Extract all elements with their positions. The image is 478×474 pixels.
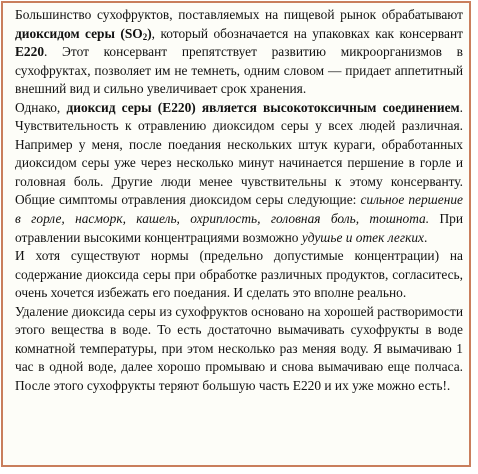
p1-bold-so2-sub: 2 <box>142 31 148 42</box>
p1-bold-e220: E220 <box>15 44 45 60</box>
p2-italic-symptoms: сильное першение в горле, насморк, кашель, охриплость, головная боль, тошнота. <box>15 192 464 227</box>
p1-bold-so2 <box>15 26 152 41</box>
p2-italic-severe: удушье и отек легких <box>301 229 424 245</box>
paragraph-2 <box>15 99 463 247</box>
p2-bold-toxic: диоксид серы (E220) является высокотоксичным соединением <box>66 99 460 115</box>
p1-text-2: , который обозначается на упаковках как консервант <box>151 25 463 41</box>
p1-text-3: . Этот консервант препятствует развитию микроорганизмов в сухофруктах, позволяет им не темнеть, одним словом — придает аппетитный внешний вид и сильно увеличивает срок хранения. <box>15 44 463 97</box>
article-text <box>15 6 463 395</box>
p4-text-1: Удаление диоксида серы из сухофруктов основано на хорошей растворимости этого вещества в воде. То есть достаточно вымачивать сухофрукты в воде комнатной температуры, при этом несколько раз меняя воду. Я вымачиваю 1 час в одной воде, далее хорошо промываю и снова вымачиваю еще полчаса. После этого сухофрукты теряют большую часть E220 и их уже можно есть!. <box>15 303 463 393</box>
p3-text-1: И хотя существуют нормы (предельно допустимые концентрации) на содержание диоксида серы при обработке различных продуктов, согласитесь, очень хочется избежать его поедания. И сделать это вполне реально. <box>15 248 463 301</box>
p2-text-1: Однако, <box>15 99 67 115</box>
paragraph-1 <box>15 6 463 99</box>
p2-text-2: . Чувствительность к отравлению диоксидом серы у всех людей различная. Например у меня, после поедания нескольких штук кураги, обработанных диоксидом серы уже через несколько минут начинается першение в горле и головная боль. Другие люди менее чувствительны к этому консерванту. Общие симптомы отравления диоксидом серы следующие: <box>15 99 464 208</box>
paragraph-4 <box>15 303 463 396</box>
p2-text-3: При отравлении высокими концентрациями возможно <box>15 211 463 245</box>
p1-bold-so2-text: диоксидом серы (SO <box>15 25 143 41</box>
p1-bold-so2-end: ) <box>147 25 152 41</box>
paragraph-3 <box>15 247 463 303</box>
p2-text-4: . <box>423 229 428 245</box>
text-frame <box>1 1 471 467</box>
p1-text-1: Большинство сухофруктов, поставляемых на пищевой рынок обрабатывают <box>15 7 463 22</box>
